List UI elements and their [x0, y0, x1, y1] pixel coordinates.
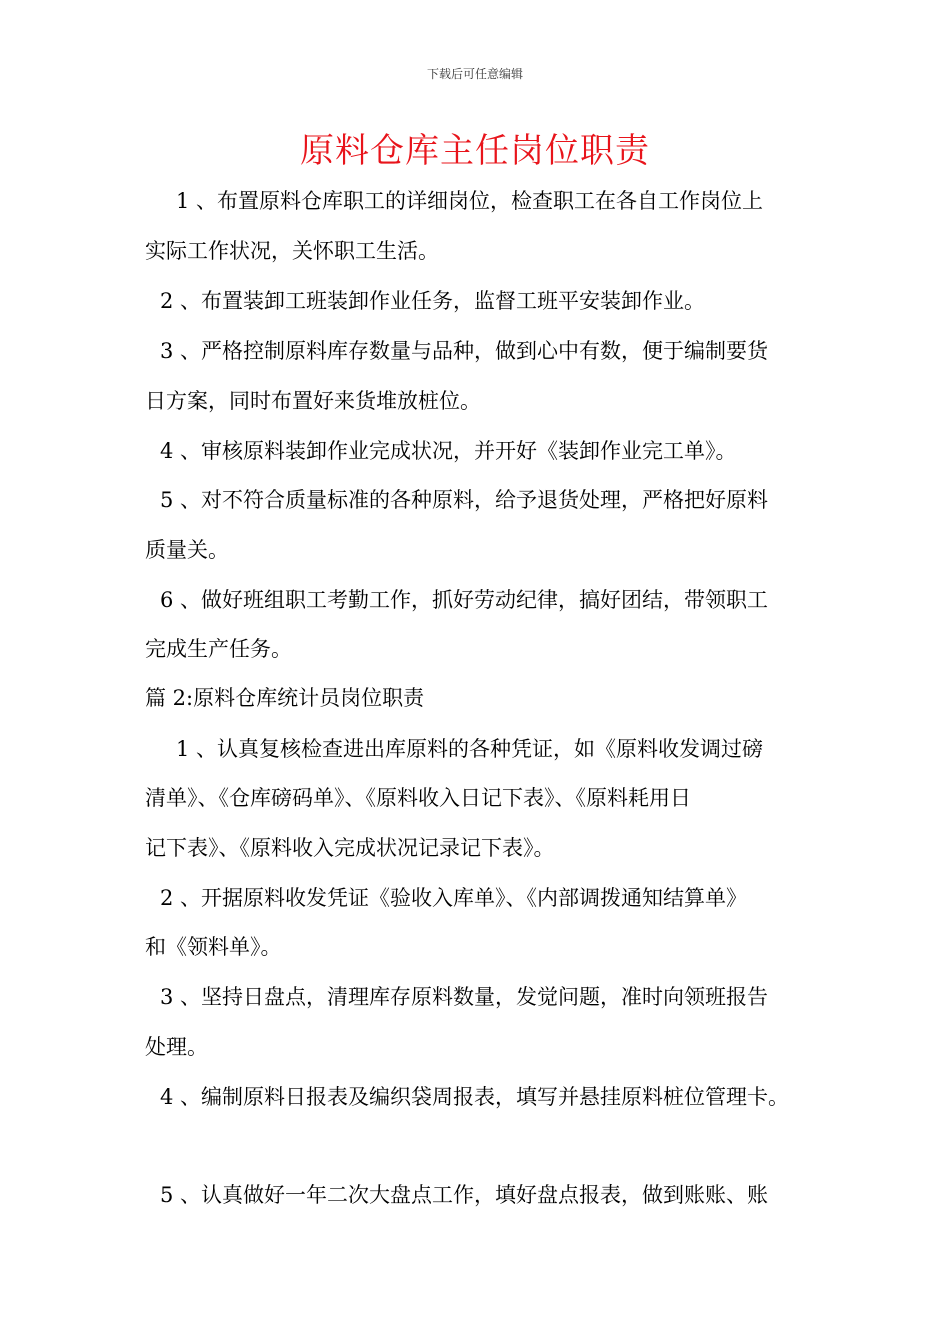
section2-item3-line2: 处理。: [145, 1035, 208, 1059]
section2-item3-line1: 3 、坚持日盘点，清理库存原料数量，发觉问题，准时向领班报告: [160, 985, 769, 1009]
section1-item1-line1: 1 、布置原料仓库职工的详细岗位，检查职工在各自工作岗位上: [176, 189, 764, 213]
document-title: 原料仓库主任岗位职责: [300, 131, 650, 171]
section2-item2-line2: 和《领料单》。: [145, 935, 282, 959]
section2-heading: 篇 2:原料仓库统计员岗位职责: [145, 686, 425, 710]
section2-item4-line1: 4 、编制原料日报表及编织袋周报表，填写并悬挂原料桩位管理卡。: [160, 1085, 790, 1109]
section2-item5-line1: 5 、认真做好一年二次大盘点工作，填好盘点报表，做到账账、账: [160, 1183, 769, 1207]
section1-item1-line2: 实际工作状况，关怀职工生活。: [145, 239, 439, 263]
section2-item2-line1: 2 、开据原料收发凭证《验收入库单》、《内部调拨通知结算单》: [160, 886, 748, 910]
section1-item5-line1: 5 、对不符合质量标准的各种原料，给予退货处理，严格把好原料: [160, 488, 769, 512]
section1-item6-line1: 6 、做好班组职工考勤工作，抓好劳动纪律，搞好团结，带领职工: [160, 588, 769, 612]
section2-item1-line1: 1 、认真复核检查进出库原料的各种凭证，如《原料收发调过磅: [176, 737, 764, 761]
section1-item2-line1: 2 、布置装卸工班装卸作业任务，监督工班平安装卸作业。: [160, 289, 706, 313]
section2-item1-line3: 记下表》、《原料收入完成状况记录记下表》。: [145, 836, 555, 860]
section1-item5-line2: 质量关。: [145, 538, 229, 562]
header-note: 下载后可任意编辑: [426, 67, 523, 81]
section1-item3-line1: 3 、严格控制原料库存数量与品种，做到心中有数，便于编制要货: [160, 339, 769, 363]
section2-item1-line2: 清单》、《仓库磅码单》、《原料收入日记下表》、《原料耗用日: [145, 786, 691, 810]
section1-item3-line2: 日方案，同时布置好来货堆放桩位。: [145, 389, 481, 413]
section1-item6-line2: 完成生产任务。: [145, 637, 292, 661]
section1-item4-line1: 4 、审核原料装卸作业完成状况，并开好《装卸作业完工单》。: [160, 439, 737, 463]
